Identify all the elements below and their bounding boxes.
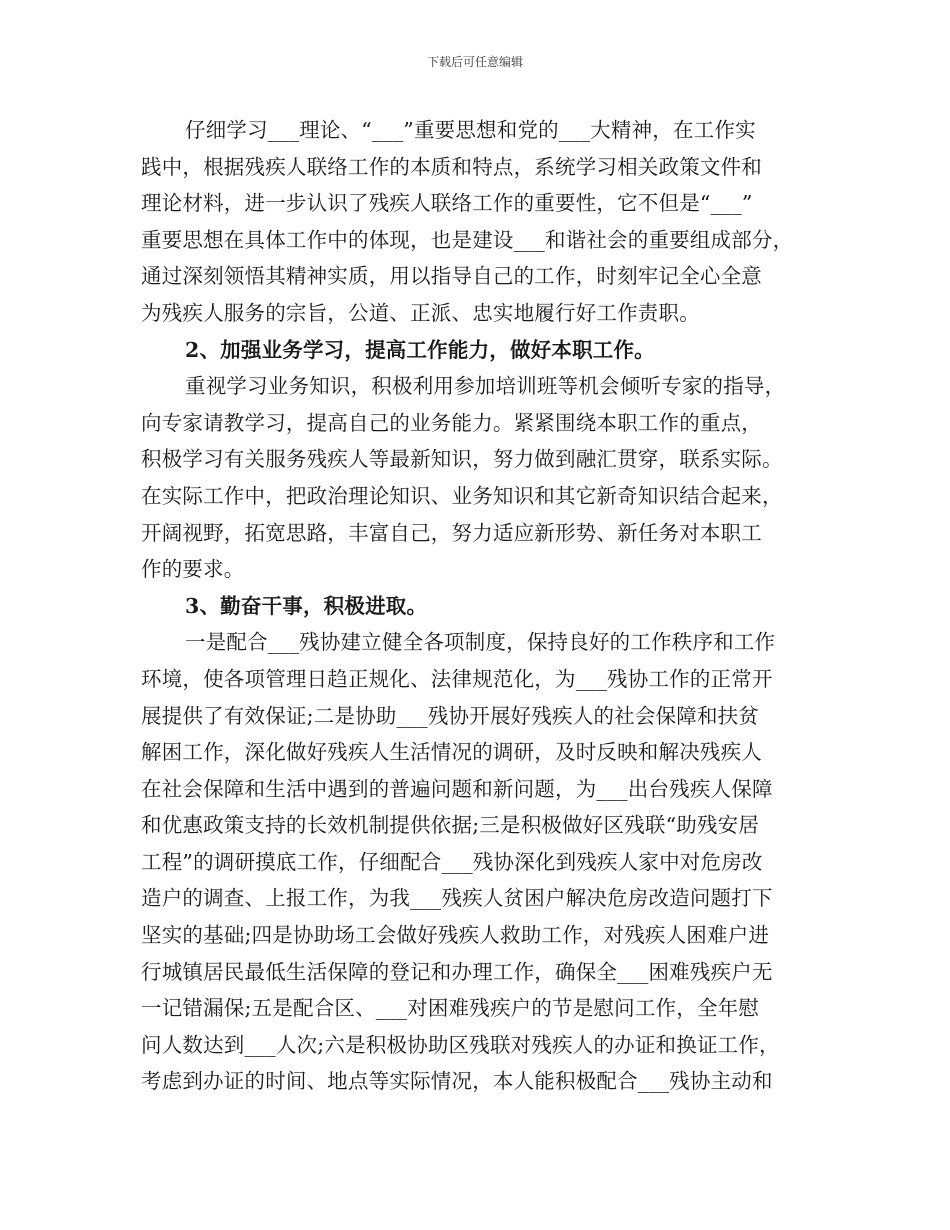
paragraph-line: 行城镇居民最低生活保障的登记和办理工作，确保全___困难残疾户无 xyxy=(141,959,773,984)
section-heading: 3、勤奋干事，积极进取。 xyxy=(185,593,428,618)
paragraph-line: 问人数达到___人次;六是积极协助区残联对残疾人的办证和换证工作， xyxy=(141,1032,780,1057)
paragraph-line: 造户的调查、上报工作，为我___残疾人贫困户解决危房改造问题打下 xyxy=(141,886,773,911)
paragraph-line: 践中，根据残疾人联络工作的本质和特点，系统学习相关政策文件和 xyxy=(141,154,762,179)
paragraph-line: 仔细学习___理论、“___”重要思想和党的___大精神，在工作实 xyxy=(185,118,756,142)
page-header: 下载后可任意编辑 xyxy=(426,55,523,69)
paragraph-line: 重视学习业务知识，积极利用参加培训班等机会倾听专家的指导， xyxy=(185,374,786,399)
paragraph-line: 一是配合___残协建立健全各项制度，保持良好的工作秩序和工作 xyxy=(185,630,776,655)
paragraph-line: 开阔视野，拓宽思路，丰富自己，努力适应新形势、新任务对本职工 xyxy=(141,520,762,545)
document-body xyxy=(141,112,821,1100)
paragraph-line: 工程”的调研摸底工作，仔细配合___残协深化到残疾人家中对危房改 xyxy=(141,849,763,874)
paragraph-line: 通过深刻领悟其精神实质，用以指导自己的工作，时刻牢记全心全意 xyxy=(141,264,762,289)
section-heading: 2、加强业务学习，提高工作能力，做好本职工作。 xyxy=(185,337,655,362)
paragraph-line: 理论材料，进一步认识了残疾人联络工作的重要性，它不但是“___” xyxy=(141,191,753,216)
paragraph-line: 重要思想在具体工作中的体现，也是建设___和谐社会的重要组成部分， xyxy=(141,227,794,252)
paragraph-line: 向专家请教学习，提高自己的业务能力。紧紧围绕本职工作的重点， xyxy=(141,410,762,435)
paragraph-line: 展提供了有效保证;二是协助___残协开展好残疾人的社会保障和扶贫 xyxy=(141,703,760,728)
paragraph-line: 坚实的基础;四是协助场工会做好残疾人救助工作，对残疾人困难户进 xyxy=(141,923,770,948)
paragraph-line: 作的要求。 xyxy=(141,557,245,582)
paragraph-line: 积极学习有关服务残疾人等最新知识，努力做到融汇贯穿，联系实际。 xyxy=(141,447,783,472)
paragraph-line: 在社会保障和生活中遇到的普遍问题和新问题，为___出台残疾人保障 xyxy=(141,776,773,801)
paragraph-line: 解困工作，深化做好残疾人生活情况的调研，及时反映和解决残疾人 xyxy=(141,740,762,765)
paragraph-line: 考虑到办证的时间、地点等实际情况，本人能积极配合___残协主动和 xyxy=(141,1069,773,1094)
paragraph-line: 和优惠政策支持的长效机制提供依据;三是积极做好区残联“助残安居 xyxy=(141,813,760,838)
paragraph-line: 为残疾人服务的宗旨，公道、正派、忠实地履行好工作责职。 xyxy=(141,300,700,325)
paragraph-line: 环境，使各项管理日趋正规化、法律规范化，为___残协工作的正常开 xyxy=(141,666,773,691)
paragraph-line: 在实际工作中，把政治理论知识、业务知识和其它新奇知识结合起来， xyxy=(141,483,783,508)
paragraph-line: 一记错漏保;五是配合区、___对困难残疾户的节是慰问工作，全年慰 xyxy=(141,996,760,1021)
